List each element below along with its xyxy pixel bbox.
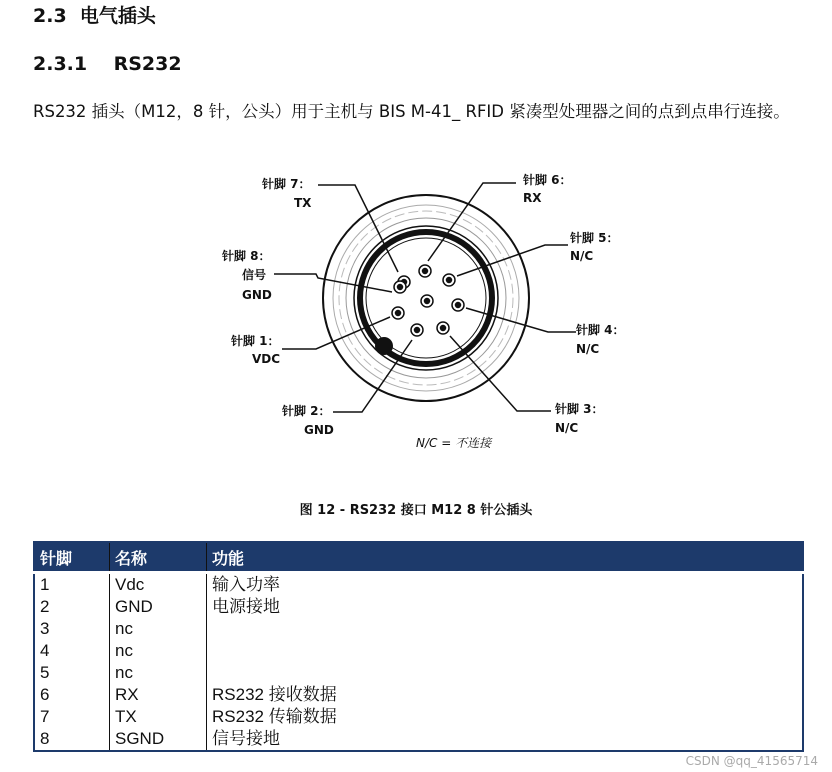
cell-name: SGND: [110, 728, 207, 751]
header-function: 功能: [207, 542, 804, 573]
table-row: [34, 618, 803, 640]
cell-pin: 2: [40, 597, 50, 616]
pin1-label: 针脚 1：: [231, 334, 280, 348]
cell-pin: 4: [40, 641, 50, 660]
cell-function: 输入功率: [207, 573, 804, 597]
table-row: [34, 684, 803, 706]
cell-pin: 5: [40, 663, 50, 682]
section-heading: 2.3 电气插头: [33, 5, 156, 27]
pin3-label: 针脚 3：: [555, 402, 604, 416]
pin5-label: 针脚 5：: [570, 231, 619, 245]
connector-diagram: [0, 160, 832, 460]
cell-pin: 8: [40, 729, 50, 748]
header-name: 名称: [110, 542, 207, 573]
cell-function: [207, 618, 804, 640]
pinout-table: [33, 541, 804, 752]
pin-8-signal-contact: [394, 281, 406, 293]
table-row: [34, 640, 803, 662]
cell-name: GND: [110, 596, 207, 618]
table-row: [34, 662, 803, 684]
table-row: [34, 596, 803, 618]
table-row: [34, 573, 803, 597]
cell-name: RX: [110, 684, 207, 706]
pin1-signal: VDC: [252, 352, 281, 366]
cell-function: [207, 640, 804, 662]
pin-5-contact: [443, 274, 455, 286]
table-header-row: [34, 542, 803, 573]
pin-2-contact: [411, 324, 423, 336]
cell-function: [207, 662, 804, 684]
cell-name: Vdc: [110, 573, 207, 597]
watermark: CSDN @qq_41565714: [685, 754, 818, 768]
cell-pin: 7: [40, 707, 50, 726]
pin7-label: 针脚 7：: [262, 177, 311, 191]
pin4-label: 针脚 4：: [576, 323, 625, 337]
pin8-signal-1: 信号: [242, 268, 267, 282]
cell-name: TX: [110, 706, 207, 728]
pin6-label: 针脚 6：: [523, 173, 572, 187]
pin-6-contact: [419, 265, 431, 277]
header-pin: 针脚: [34, 542, 110, 573]
cell-function: RS232 接收数据: [207, 684, 804, 706]
pin4-signal: N/C: [576, 342, 600, 356]
cell-function: RS232 传输数据: [207, 706, 804, 728]
pin8-signal-2: GND: [242, 288, 272, 302]
intro-paragraph: RS232 插头（M12，8 针，公头）用于主机与 BIS M-41_ RFID 紧凑型处理器之间的点到点串行连接。: [33, 102, 790, 121]
cell-pin: 1: [40, 575, 50, 594]
pin6-signal: RX: [523, 191, 542, 205]
cell-pin: 3: [40, 619, 50, 638]
pin2-signal: GND: [304, 423, 334, 437]
cell-function: 信号接地: [207, 728, 804, 751]
pin-3-contact: [437, 322, 449, 334]
pin-center-contact: [421, 295, 433, 307]
figure-caption: 图 12 - RS232 接口 M12 8 针公插头: [299, 503, 533, 518]
cell-name: nc: [110, 640, 207, 662]
cell-name: nc: [110, 662, 207, 684]
pin2-label: 针脚 2：: [282, 404, 331, 418]
pin-1-contact: [392, 307, 404, 319]
pin3-signal: N/C: [555, 421, 579, 435]
table-row: [34, 728, 803, 751]
pin5-signal: N/C: [570, 249, 594, 263]
cell-function: 电源接地: [207, 596, 804, 618]
pin8-label: 针脚 8：: [222, 249, 271, 263]
subsection-heading: 2.3.1 RS232: [33, 53, 182, 75]
cell-pin: 6: [40, 685, 50, 704]
pin7-signal: TX: [294, 196, 312, 210]
keying-notch: [375, 337, 393, 355]
cell-name: nc: [110, 618, 207, 640]
nc-legend: N/C = 不连接: [416, 436, 492, 450]
table-row: [34, 706, 803, 728]
pin-4-contact: [452, 299, 464, 311]
